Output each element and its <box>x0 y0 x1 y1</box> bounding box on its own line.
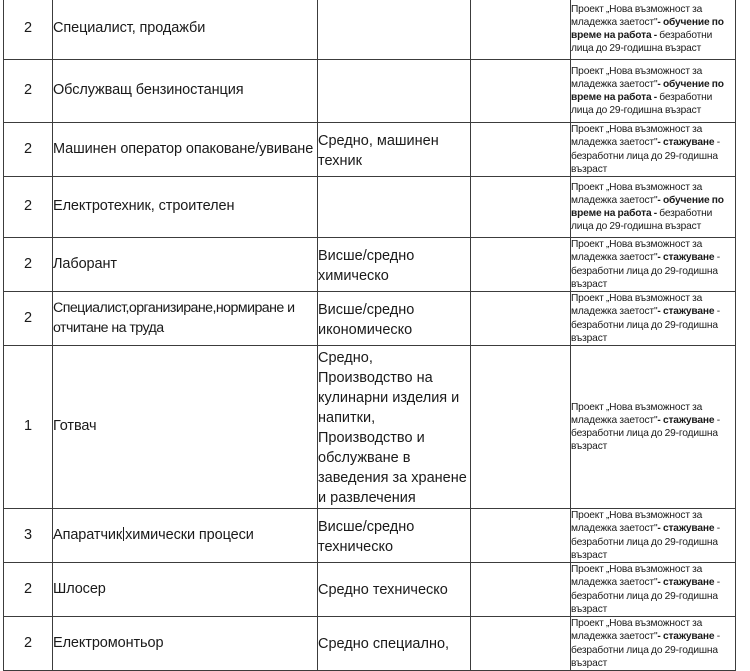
project-tail: - безработни лица до 29-годишна възраст <box>571 137 720 175</box>
cell-position <box>53 509 318 563</box>
table-body <box>4 0 736 671</box>
cell-count: 2 <box>4 238 53 292</box>
cell-qualification <box>318 238 471 292</box>
project-lead: Проект „Нова възможност за <box>571 181 703 193</box>
cell-count: 2 <box>4 617 53 671</box>
cell-project <box>571 123 736 177</box>
cell-position: Лаборант <box>53 238 318 292</box>
project-bold: - стажуване <box>657 631 715 643</box>
cell-blank <box>471 177 571 238</box>
project-lead: Проект „Нова възможност за <box>571 618 703 629</box>
project-lead: Проект „Нова възможност за <box>571 510 703 521</box>
project-tail: безработни лица до 29-годишна възраст <box>571 208 713 233</box>
cell-qualification: Средно техническо <box>318 563 471 617</box>
project-mid: младежка заетост" <box>571 194 658 206</box>
cell-blank <box>471 346 571 509</box>
cell-blank <box>471 563 571 617</box>
cell-position: Специалист,организиране,нормиране и отчитане на труда <box>53 292 318 346</box>
cell-project <box>571 617 736 671</box>
project-mid: младежка заетост" <box>571 414 658 426</box>
project-tail: - безработни лица до 29-годишна възраст <box>571 306 720 344</box>
cell-blank <box>471 617 571 671</box>
project-tail: - безработни лица до 29-годишна възраст <box>571 631 720 669</box>
table-row <box>4 509 736 563</box>
cell-qualification <box>318 346 471 509</box>
table-row <box>4 346 736 509</box>
cell-qualification <box>318 177 471 238</box>
project-bold: - стажуване <box>657 306 715 318</box>
project-tail: - безработни лица до 29-годишна възраст <box>571 252 720 290</box>
cell-count: 2 <box>4 123 53 177</box>
cell-project <box>571 563 736 617</box>
project-lead: Проект „Нова възможност за <box>571 124 703 135</box>
cell-blank <box>471 0 571 60</box>
cell-project <box>571 509 736 563</box>
cell-count: 2 <box>4 0 53 60</box>
cell-position: Шлосер <box>53 563 318 617</box>
cell-project <box>571 346 736 509</box>
cell-qualification <box>318 60 471 123</box>
project-mid: младежка заетост" <box>571 523 658 535</box>
cell-qualification <box>318 123 471 177</box>
table-row <box>4 563 736 617</box>
project-bold: - обучение по време на работа - <box>571 16 724 41</box>
cell-position: Машинен оператор опаковане/увиване <box>53 123 318 177</box>
project-tail: - безработни лица до 29-годишна възраст <box>571 414 720 453</box>
cell-project <box>571 60 736 123</box>
project-tail: безработни лица до 29-годишна възраст <box>571 92 713 117</box>
project-bold: - обучение по време на работа - <box>571 194 724 219</box>
qualification-text: Средно, Производство на кулинарни изделия и напитки, Производство и обслужване в заведения за хранене и развлечения <box>318 350 467 506</box>
text-cursor-icon <box>123 527 124 541</box>
qualification-text: Висше/средно химическо <box>318 247 415 284</box>
cell-project <box>571 238 736 292</box>
project-lead: Проект „Нова възможност за <box>571 401 703 413</box>
qualification-text: Висше/средно икономическо <box>318 301 415 338</box>
table-row <box>4 123 736 177</box>
project-bold: - обучение по време на работа - <box>571 78 724 103</box>
project-mid: младежка заетост" <box>571 16 658 28</box>
cell-project <box>571 292 736 346</box>
cell-qualification <box>318 509 471 563</box>
cell-count: 3 <box>4 509 53 563</box>
project-lead: Проект „Нова възможност за <box>571 293 703 304</box>
cell-count: 1 <box>4 346 53 509</box>
table-row <box>4 292 736 346</box>
cell-blank <box>471 123 571 177</box>
cell-project <box>571 177 736 238</box>
project-bold: - стажуване <box>657 523 715 535</box>
project-bold: - стажуване <box>657 577 715 589</box>
cell-qualification <box>318 292 471 346</box>
project-tail: - безработни лица до 29-годишна възраст <box>571 523 720 561</box>
project-bold: - стажуване <box>657 414 715 426</box>
project-lead: Проект „Нова възможност за <box>571 65 703 77</box>
project-tail: безработни лица до 29-годишна възраст <box>571 30 713 55</box>
cell-position: Обслужващ бензиностанция <box>53 60 318 123</box>
cell-blank <box>471 509 571 563</box>
cell-count: 2 <box>4 60 53 123</box>
cell-position: Готвач <box>53 346 318 509</box>
cell-count: 2 <box>4 563 53 617</box>
project-lead: Проект „Нова възможност за <box>571 239 703 250</box>
project-tail: - безработни лица до 29-годишна възраст <box>571 577 720 615</box>
project-mid: младежка заетост" <box>571 78 658 90</box>
cell-position: Електротехник, строителен <box>53 177 318 238</box>
project-mid: младежка заетост" <box>571 631 658 643</box>
cell-qualification: Средно специално, <box>318 617 471 671</box>
cell-project <box>571 0 736 60</box>
table-row <box>4 177 736 238</box>
project-mid: младежка заетост" <box>571 252 658 264</box>
qualification-text: Средно, машинен техник <box>318 132 439 169</box>
table-row <box>4 238 736 292</box>
project-bold: - стажуване <box>657 137 715 149</box>
table-row <box>4 0 736 60</box>
cell-blank <box>471 60 571 123</box>
table-row <box>4 60 736 123</box>
job-vacancy-table <box>3 0 736 671</box>
project-lead: Проект „Нова възможност за <box>571 3 703 15</box>
project-lead: Проект „Нова възможност за <box>571 564 703 575</box>
cell-count: 2 <box>4 177 53 238</box>
project-mid: младежка заетост" <box>571 137 658 149</box>
cell-qualification <box>318 0 471 60</box>
cell-blank <box>471 238 571 292</box>
project-mid: младежка заетост" <box>571 577 658 589</box>
cell-position: Електромонтьор <box>53 617 318 671</box>
cell-blank <box>471 292 571 346</box>
project-mid: младежка заетост" <box>571 306 658 318</box>
qualification-text: Висше/средно техническо <box>318 518 415 555</box>
cell-count: 2 <box>4 292 53 346</box>
position-text-after-caret: химически процеси <box>125 526 254 543</box>
table-row <box>4 617 736 671</box>
project-bold: - стажуване <box>657 252 715 264</box>
cell-position: Специалист, продажби <box>53 0 318 60</box>
position-text-before-caret: Апаратчик <box>53 526 123 543</box>
